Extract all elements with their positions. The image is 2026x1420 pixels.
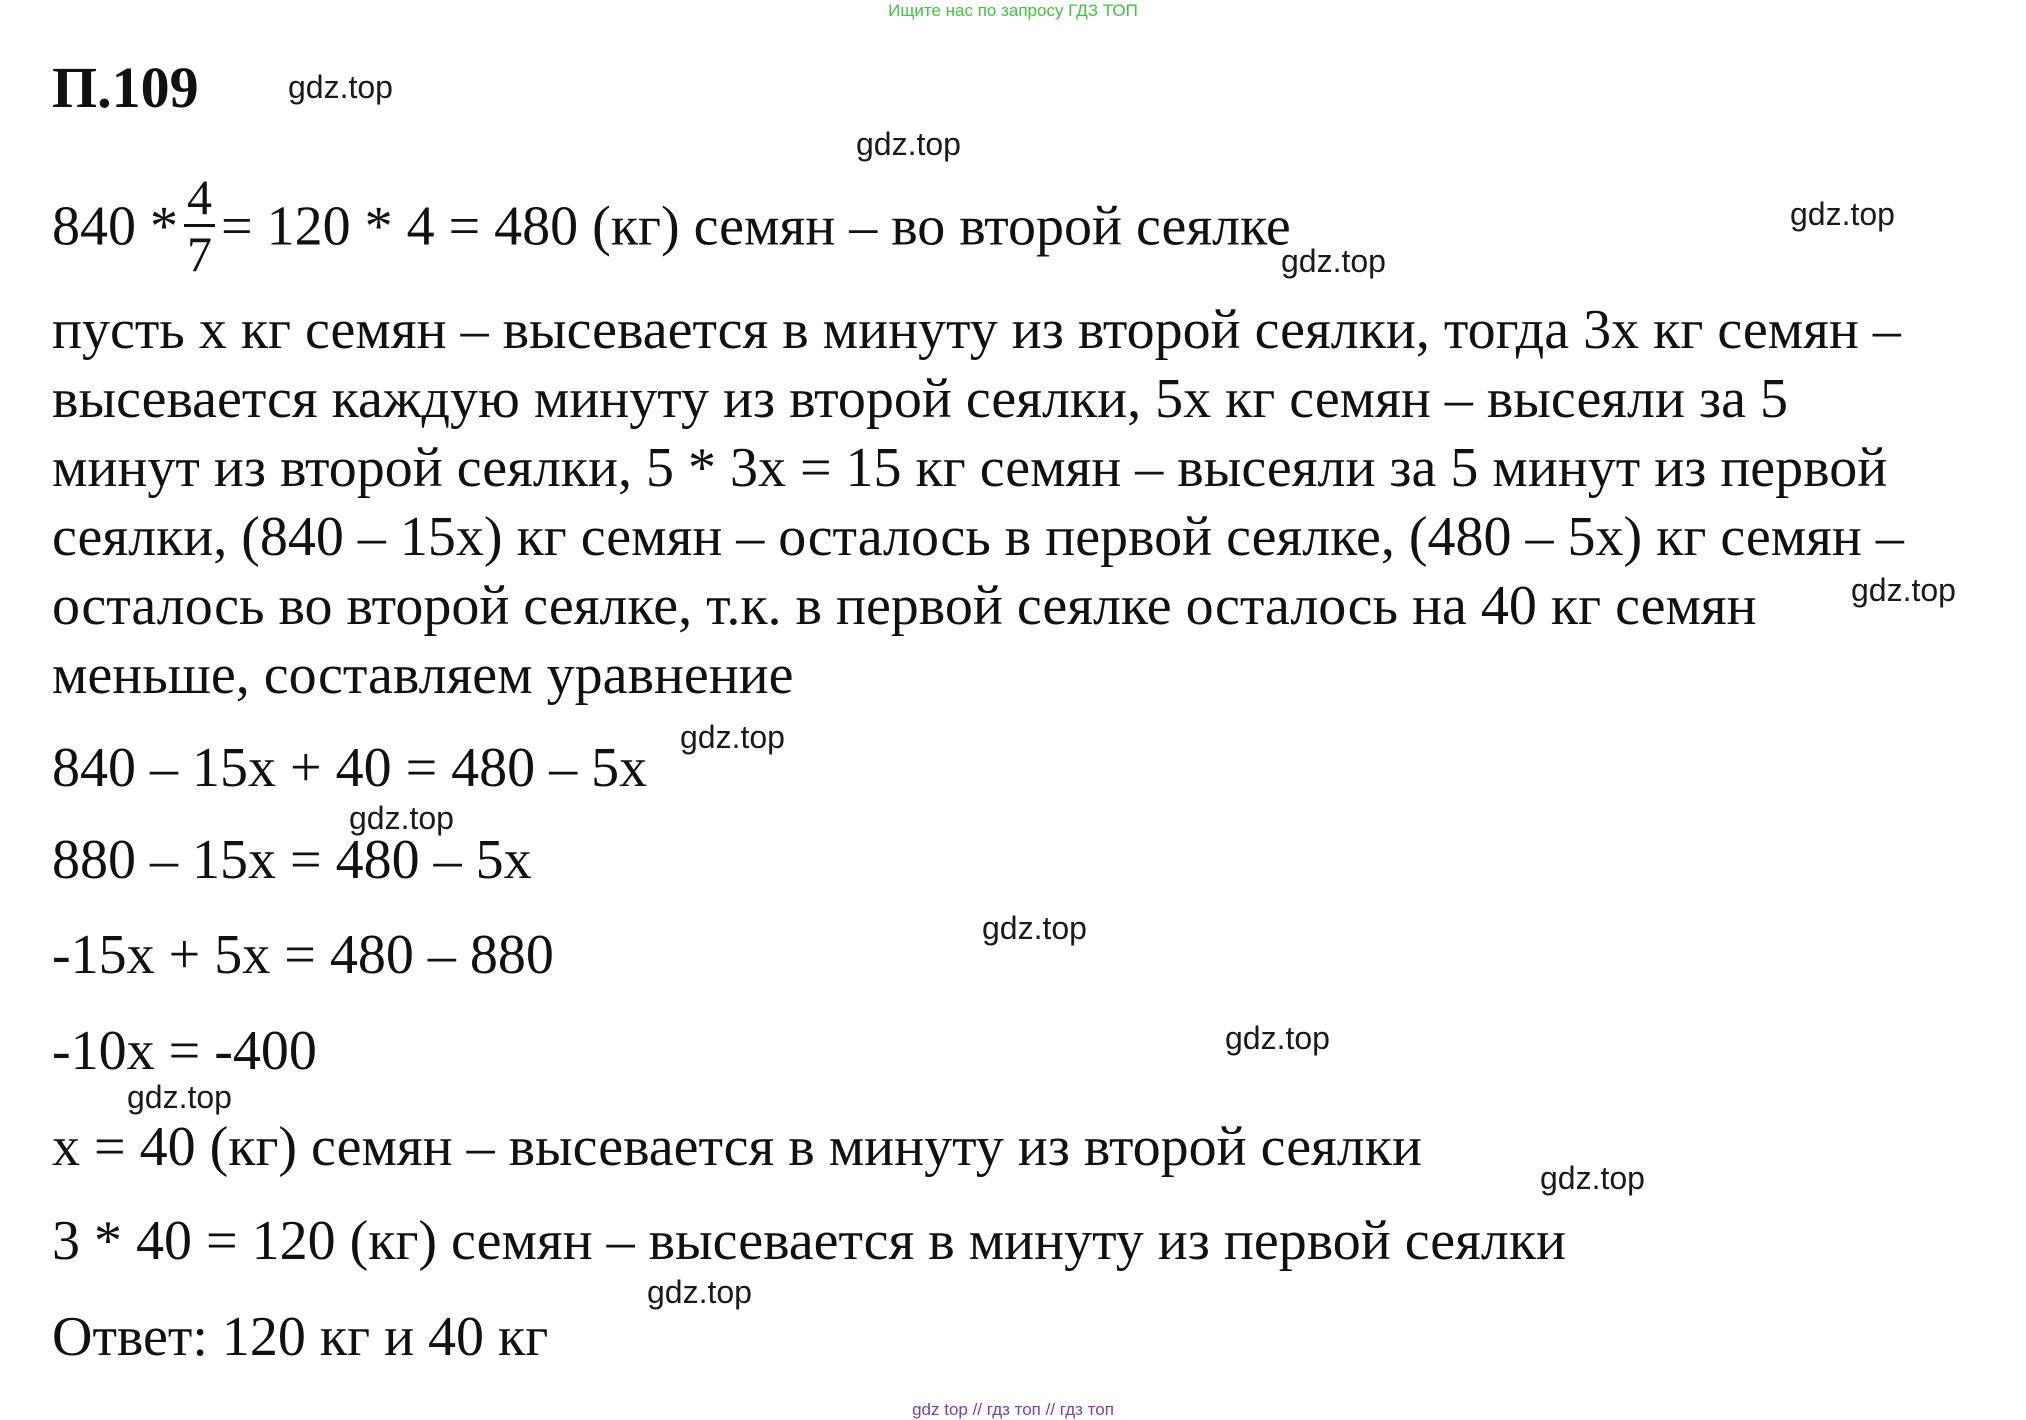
watermark: gdz.top: [1281, 243, 1386, 279]
watermark: gdz.top: [856, 126, 961, 162]
paragraph-line: меньше, составляем уравнение: [52, 644, 794, 706]
equation-right: = 120 * 4 = 480 (кг) семян – во второй сеялке: [221, 195, 1291, 258]
equation-line: -10x = -400: [52, 1020, 317, 1082]
page-title: П.109: [52, 55, 199, 120]
final-answer: Ответ: 120 кг и 40 кг: [52, 1306, 549, 1368]
answer-line: 3 * 40 = 120 (кг) семян – высевается в минуту из первой сеялки: [52, 1210, 1567, 1272]
equation-line: 840 – 15x + 40 = 480 – 5x: [52, 737, 648, 799]
watermark: gdz.top: [127, 1079, 232, 1115]
first-equation: [52, 169, 1291, 285]
paragraph-line: пусть x кг семян – высевается в минуту из второй сеялки, тогда 3x кг семян –: [52, 299, 1901, 361]
equation-line: -15x + 5x = 480 – 880: [52, 924, 554, 986]
bottom-banner: gdz top // гдз топ // гдз топ: [912, 1400, 1114, 1419]
equation-left: 840 *: [52, 195, 178, 258]
paragraph-line: сеялки, (840 – 15x) кг семян – осталось в первой сеялке, (480 – 5x) кг семян –: [52, 506, 1904, 568]
paragraph-line: высевается каждую минуту из второй сеялки, 5x кг семян – высеяли за 5: [52, 368, 1788, 430]
watermark: gdz.top: [1540, 1160, 1645, 1196]
watermark: gdz.top: [982, 910, 1087, 946]
paragraph-line: осталось во второй сеялке, т.к. в первой сеялке осталось на 40 кг семян: [52, 575, 1757, 637]
top-banner: Ищите нас по запросу ГДЗ ТОП: [888, 1, 1138, 20]
paragraph-line: минут из второй сеялки, 5 * 3x = 15 кг семян – высеяли за 5 минут из первой: [52, 437, 1888, 499]
fraction-numerator: 4: [184, 172, 215, 227]
watermark: gdz.top: [1790, 196, 1895, 232]
fraction: [184, 169, 215, 282]
watermark: gdz.top: [288, 69, 393, 105]
watermark: gdz.top: [1851, 572, 1956, 608]
watermark: gdz.top: [1225, 1020, 1330, 1056]
watermark: gdz.top: [647, 1274, 752, 1310]
fraction-denominator: 7: [187, 226, 212, 282]
watermark: gdz.top: [680, 719, 785, 755]
answer-line: x = 40 (кг) семян – высевается в минуту из второй сеялки: [52, 1116, 1422, 1178]
equation-line: 880 – 15x = 480 – 5x: [52, 829, 532, 891]
watermark: gdz.top: [349, 800, 454, 836]
